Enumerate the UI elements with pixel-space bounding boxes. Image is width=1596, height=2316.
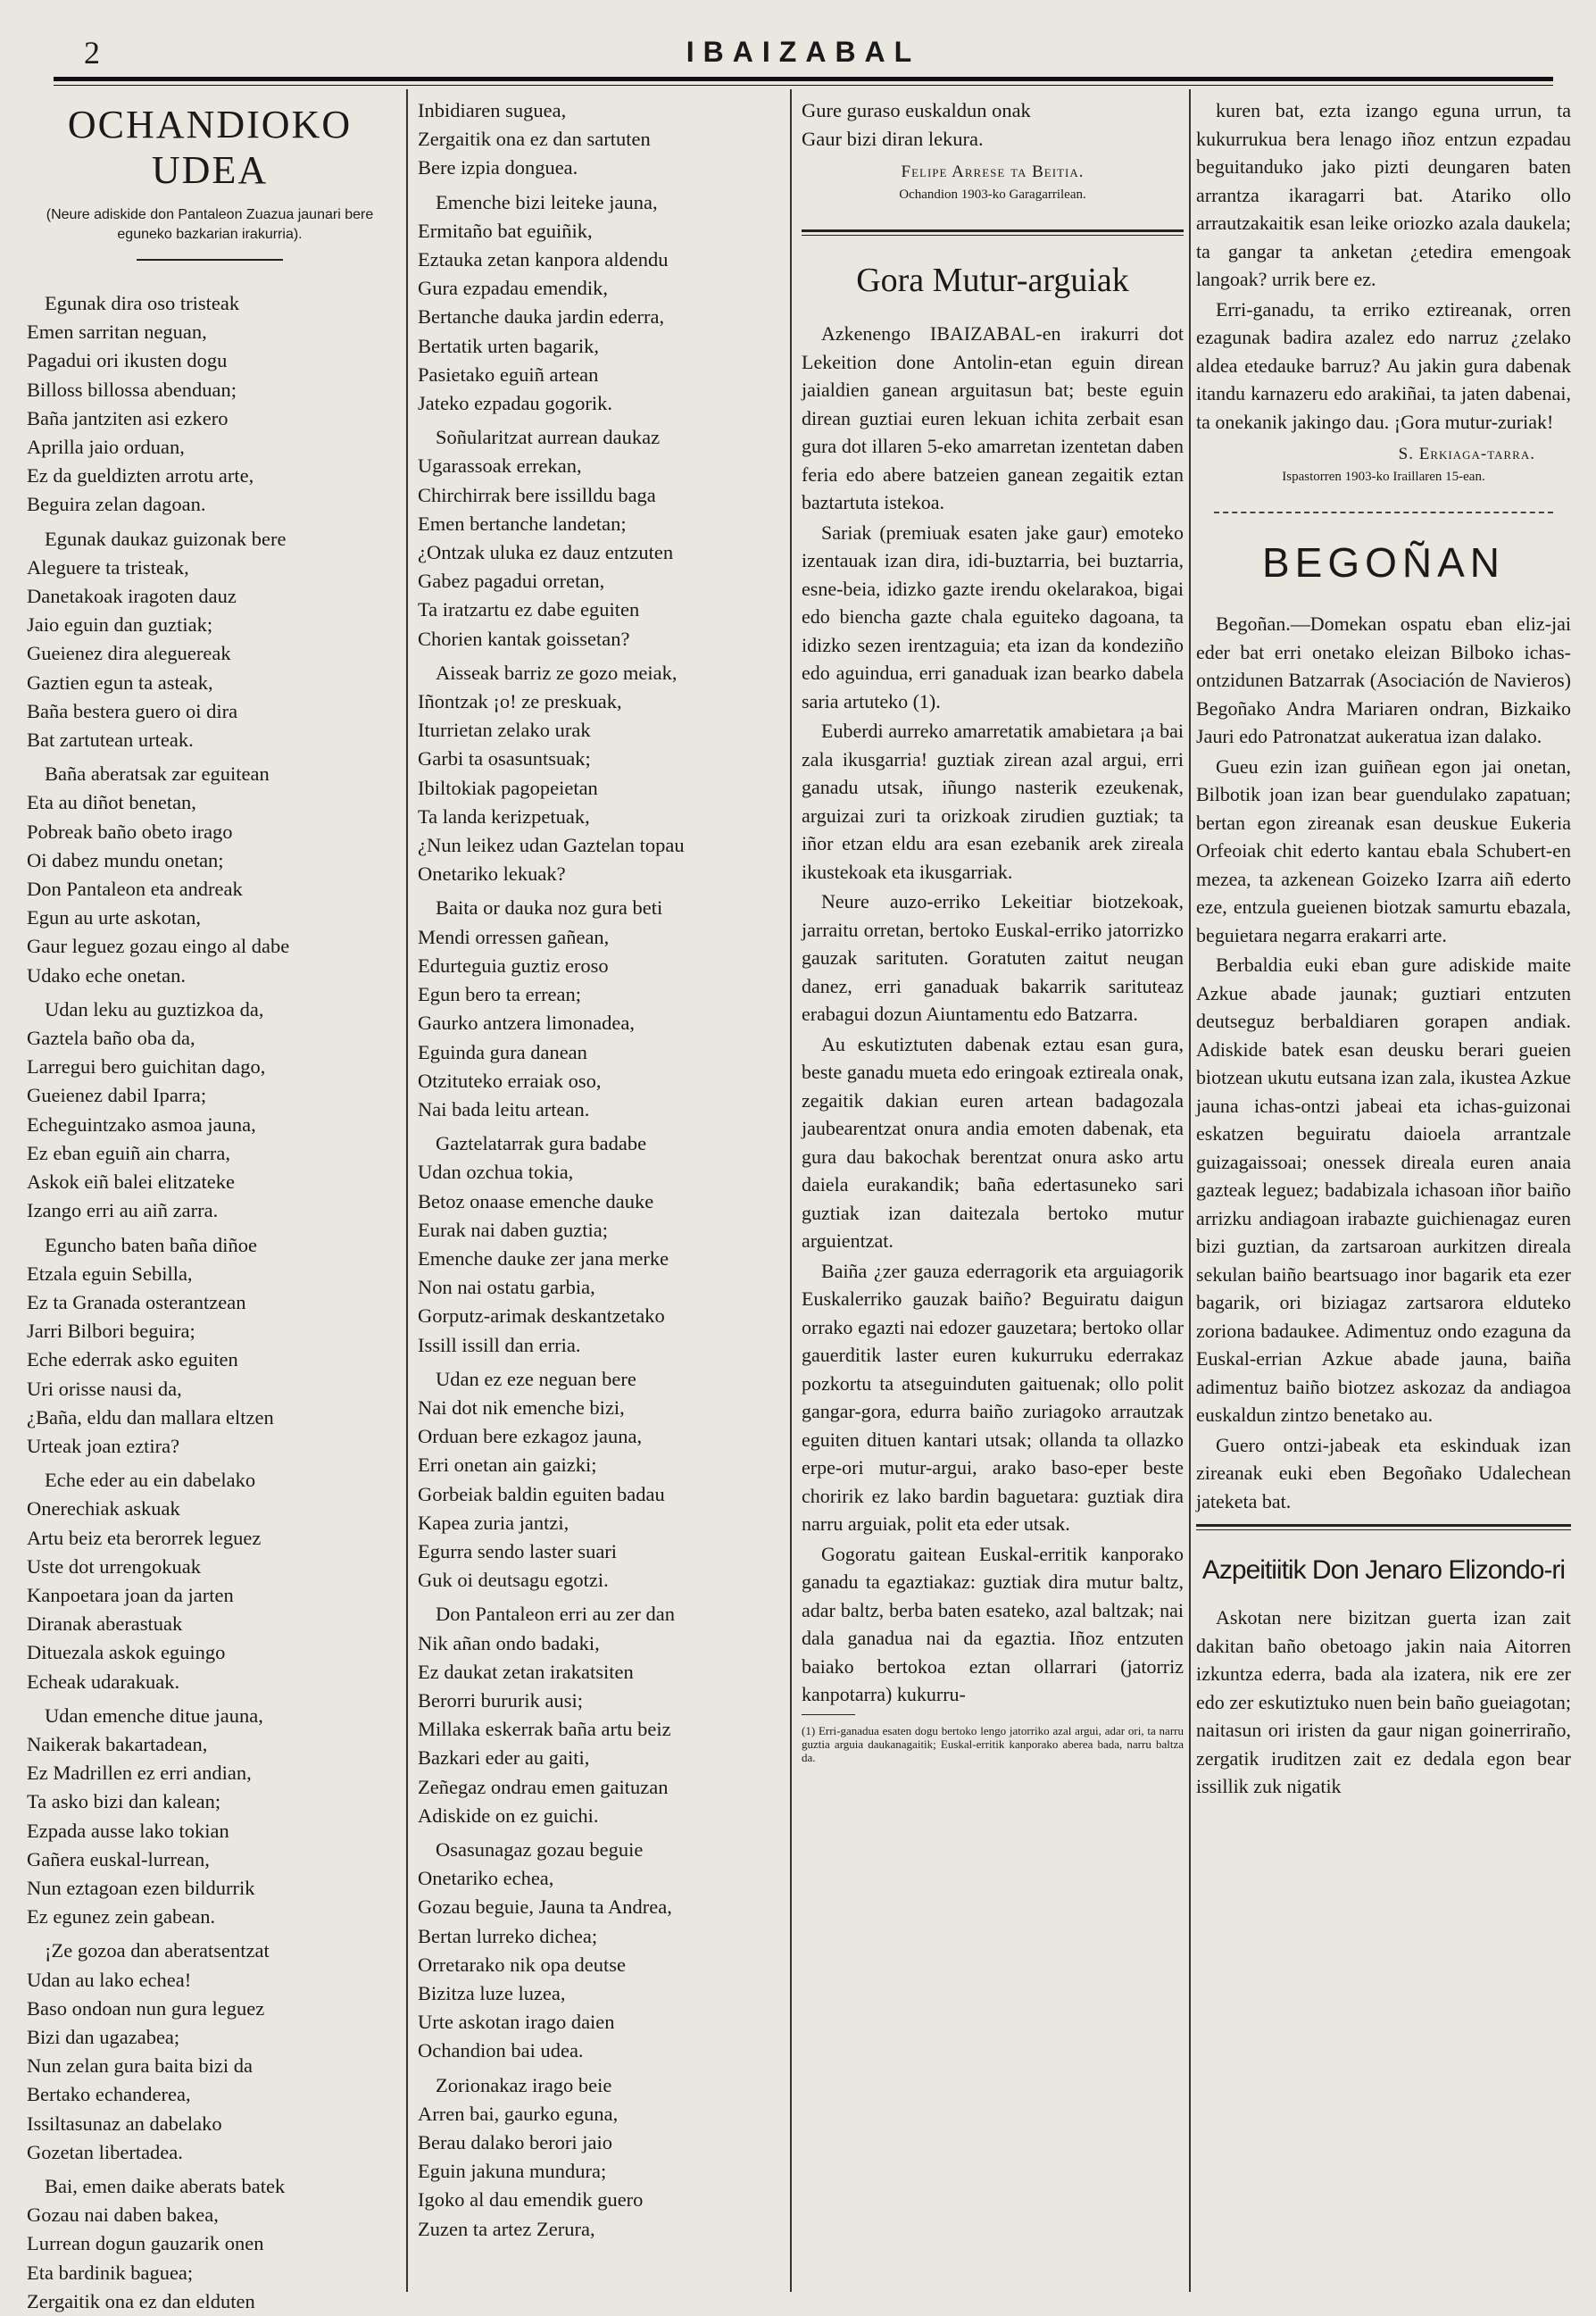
verse-line: Eta bardinik baguea; (27, 2261, 194, 2284)
paragraph: Guero ontzi-jabeak eta eskinduak izan zireanak euki eben Begoñako Udalechean jateketa bat. (1196, 1433, 1571, 1512)
article-title-begonan: BEGOÑAN (1261, 539, 1506, 586)
verse-line: Gaur bizi diran lekura. (802, 128, 984, 151)
verse-line: Onetariko lekuak? (418, 862, 566, 886)
column-2 (418, 96, 775, 2283)
poem-place-date: Ochandion 1903-ko Garagarrilean. (899, 187, 1086, 203)
paragraph: Azkenengo IBAIZABAL-en irakurri dot Lekeition done Antolin-etan eguin direan jaialdien ganean arguitasun bat; beste eguin direan guztiai euren lekuan ichita zerbait esan gura dot illaren 5-eko amarretan izentetan daben feria edo abere batzeien ganean zegaitik eztan baztartuta istekoa. (802, 322, 1184, 514)
verse-line: Berorri bururik ausi; (418, 1688, 583, 1712)
masthead: IBAIZABAL (686, 36, 921, 68)
poem-title: OCHANDIOKO UDEA (67, 103, 353, 192)
verse-line: Ochandion bai udea. (418, 2039, 584, 2062)
verse-line: Egun au urte askotan, (27, 906, 201, 929)
verse-line: Udan ozchua tokia, (418, 1161, 574, 1184)
paragraph: Euberdi aurreko amarretatik amabietara ¡a bai zala ikusgarria! guztiak zirean azal argui, erri ganadu utsak, iñungo nasterik ezeukenak, arguizai zuri ta orizkoak zirudien guztiak; ta iñor etzan eldu ara esan ezebanik arek zireala ikustekoak eta ikusgarriak. (802, 720, 1184, 883)
column-1 (27, 96, 393, 2312)
section-separator (1196, 1524, 1571, 1530)
header-rule-thin (54, 85, 1553, 86)
stanza (27, 1466, 393, 1696)
column-3 (802, 96, 1184, 2283)
verse-line: Ermitaño bat eguiñik, (418, 219, 593, 242)
verse-line: Egurra sendo laster suari (418, 1539, 618, 1562)
verse-line: Eguinda gura danean (418, 1040, 587, 1063)
verse-line: Ez da gueldizten arrotu arte, (27, 464, 254, 487)
verse-line: Dituezala askok eguingo (27, 1641, 226, 1664)
poem-verses (27, 289, 393, 2316)
verse-line: Ugarassoak errekan, (418, 454, 582, 478)
verse-line: ¿Nun leikez udan Gaztelan topau (418, 834, 685, 857)
column-divider (1189, 89, 1191, 2292)
stanza (27, 289, 393, 520)
paragraph: Askotan nere bizitzan guerta izan zait dakitan baño obetoago jakin naia Aitorren izkuntza ederra, bada ala izatera, nik ere zer edo zer eskutiztuko nuen bein baño gueiagotan; naitasun ori iristen da gaur nigan goinerriraño, zergatik iruditzen zait ez dedala egon bear issillik zuk nigatik (1196, 1606, 1571, 1797)
verse-line: Bere izpia donguea. (418, 156, 578, 179)
paragraph: Sariak (premiuak esaten jake gaur) emoteko izentauak izan dira, idi-buztarria, bei buztarria, esne-beia, idizko gazte irendu okelarakoa, bigai edo biencha gazte chala eguiteko dagoana, ta idizko sezen irentzaguia; eta izan da kondeziño edo aguindua, erri ganaduak izan bearko dabela saria artuteko (1). (802, 521, 1184, 712)
verse-line: Ta landa kerizpetuak, (418, 804, 590, 828)
verse-line: Oi dabez mundu onetan; (27, 848, 224, 871)
verse-line: Don Pantaleon eta andreak (27, 878, 243, 901)
verse-line: Baita or dauka noz gura beti (436, 896, 663, 920)
article-body (802, 320, 1184, 1709)
verse-line: Eguncho baten baña diñoe (45, 1233, 258, 1256)
stanza (802, 96, 1184, 154)
verse-line: Ibiltokiak pagopeietan (418, 776, 598, 799)
stanza (418, 96, 775, 183)
paragraph: Berbaldia euki eban gure adiskide maite Azkue abade jaunak; guztiari entzuten deutseguz berbaldiaren gorapen andiak. Adiskide batek esan deusku berari gueien biotzean ukutu eutsana izan zala, ikustea Azkue jauna ichas-ontzi jabeai eta ichas-guizonai eskatzen beguiratu daioela arrantzale guizagaissoai; onessek direala euren anaia gazteak leguez; badabizala ichasoan iñor baiño arrizku andiagoan irabazte guichienagaz euren bizi guztian, da zartsaroan aurkitzen direala sekulan baiño beartsuago inor bagarik eta ezer bagarik, ori biziagaz zartsarora elduteko zoriona badaukee. Adimentuz ondo ezaguna da Euskal-errian Azkue abade jauna, baiña adimentuz baiño biotzez askozaz da andiagoa euskaldun zintzo benetako au. (1196, 954, 1571, 1426)
verse-line: Pasietako eguiñ artean (418, 362, 599, 386)
verse-line: Gaztela baño oba da, (27, 1027, 195, 1050)
verse-line: Bertanche dauka jardin ederra, (418, 305, 665, 329)
article-body-azpeitia (1196, 1604, 1571, 1801)
article-continuation (1196, 96, 1571, 436)
stanza (418, 894, 775, 1124)
verse-line: Urte askotan irago daien (418, 2011, 615, 2034)
verse-line: Soñularitzat aurrean daukaz (436, 426, 661, 449)
column-divider (406, 89, 408, 2292)
verse-line: Orretarako nik opa deutse (418, 1953, 627, 1976)
stanza (27, 760, 393, 990)
verse-line: Emen sarritan neguan, (27, 321, 207, 344)
verse-line: Ta iratzartu ez dabe eguiten (418, 598, 640, 621)
verse-line: ¡Ze gozoa dan aberatsentzat (45, 1939, 270, 1962)
verse-line: Aisseak barriz ze gozo meiak, (436, 661, 677, 684)
verse-line: Eguin jakuna mundura; (418, 2160, 607, 2183)
verse-line: Askok eiñ balei elitzateke (27, 1170, 236, 1194)
verse-line: Gozau nai daben bakea, (27, 2204, 219, 2227)
verse-line: Nun zelan gura baita bizi da (27, 2054, 254, 2078)
poem-signature: Felipe Arrese ta Beitia. (901, 162, 1085, 182)
verse-line: Garbi ta osasuntsuak; (418, 747, 591, 771)
verse-line: Egunak daukaz guizonak bere (45, 527, 287, 550)
verse-line: Emen bertanche landetan; (418, 512, 627, 535)
article-title: Gora Mutur-arguiak (856, 262, 1129, 300)
verse-line: Gozetan libertadea. (27, 2140, 183, 2163)
verse-line: Berau dalako berori jaio (418, 2131, 613, 2154)
verse-line: Gura ezpadau emendik, (418, 277, 609, 300)
page-number: 2 (84, 35, 100, 71)
stanza (27, 2172, 393, 2316)
verse-line: Bai, emen daike aberats batek (45, 2175, 286, 2197)
verse-line: Orduan bere ezkagoz jauna, (418, 1425, 643, 1448)
verse-line: Diranak aberastuak (27, 1612, 183, 1636)
verse-line: Gaztien egun ta asteak, (27, 671, 213, 694)
verse-line: Udan emenche ditue jauna, (45, 1704, 263, 1727)
verse-line: Udan leku au guztizkoa da, (45, 997, 264, 1021)
verse-line: Bertatik urten bagarik, (418, 334, 600, 357)
verse-line: Gañera euskal-lurrean, (27, 1847, 210, 1870)
paragraph: kuren bat, ezta izango eguna urrun, ta kukurrukua bera lenago iñoz entzun ezpadau beguitanduko jako pizti deungaren baten arrantza ikaragarri bat. Atariko ollo arrautzakaitik esan leike oriozko azala daukela; ta gangar ta anketan ¿etedira emengoak langoak? urrik bere ez. (1196, 99, 1571, 290)
verse-line: Uste dot urrengokuak (27, 1554, 201, 1578)
verse-line: Ez eban eguiñ ain charra, (27, 1141, 230, 1164)
verse-line: Betoz onaase emenche dauke (418, 1189, 654, 1212)
verse-line: Udan au lako echea! (27, 1968, 192, 1991)
verse-line: Ez Madrillen ez erri andian, (27, 1762, 252, 1785)
stanza (418, 2071, 775, 2244)
verse-line: Aleguere ta tristeak, (27, 555, 189, 579)
verse-line: Egunak dira oso tristeak (45, 292, 240, 314)
verse-line: Nai dot nik emenche bizi, (418, 1395, 625, 1419)
verse-line: Ta asko bizi dan kalean; (27, 1790, 221, 1813)
article-body-begonan (1196, 610, 1571, 1515)
verse-line: Naikerak bakartadean, (27, 1732, 208, 1755)
verse-line: Larregui bero guichitan dago, (27, 1055, 266, 1079)
verse-line: Gorbeiak baldin eguiten badau (418, 1482, 665, 1505)
verse-line: Ez egunez zein gabean. (27, 1905, 216, 1929)
verse-line: ¿Ontzak uluka ez dauz entzuten (418, 541, 674, 564)
footnote-rule (802, 1714, 855, 1715)
verse-line: Millaka eskerrak baña artu beiz (418, 1718, 671, 1741)
verse-line: Kapea zuria jantzi, (418, 1511, 569, 1534)
verse-line: ¿Baña, eldu dan mallara eltzen (27, 1405, 274, 1429)
verse-line: Gaztelatarrak gura badabe (436, 1132, 647, 1155)
verse-line: Artu beiz eta berorrek leguez (27, 1526, 262, 1549)
verse-line: Chirchirrak bere issilldu baga (418, 483, 656, 506)
verse-line: Inbidiaren suguea, (418, 99, 567, 121)
verse-line: Aprilla jaio orduan, (27, 436, 185, 459)
verse-line: Don Pantaleon erri au zer dan (436, 1603, 676, 1626)
header-rule (54, 77, 1553, 81)
verse-line: Danetakoak iragoten dauz (27, 585, 237, 608)
verse-line: Baña bestera guero oi dira (27, 699, 238, 722)
verse-line: Gueienez dira aleguereak (27, 642, 231, 665)
verse-line: Bertan lurreko dichea; (418, 1924, 598, 1947)
paragraph: Erri-ganadu, ta erriko eztireanak, orren ezagunak badira azalez edo narruz ¿zelako aldea etedauke barruz? Au jakin gura dabenak itandu karnazeru edo arakiñai, ta jaten dabenai, ta onekanik jakingo dau. ¡Gora mutur-zuriak! (1196, 297, 1571, 433)
verse-line: Ez ta Granada osterantzean (27, 1290, 246, 1313)
verse-line: Eztauka zetan kanpora aldendu (418, 248, 669, 271)
verse-line: Baña jantziten asi ezkero (27, 406, 229, 429)
verse-line: Nun eztagoan ezen bildurrik (27, 1876, 255, 1899)
verse-line: Echeak udarakuak. (27, 1670, 180, 1693)
article-place-date: Ispastorren 1903-ko Iraillaren 15-ean. (1282, 470, 1485, 484)
verse-line: Bertako echanderea, (27, 2083, 191, 2106)
verse-line: Lurrean dogun gauzarik onen (27, 2232, 264, 2255)
verse-line: Zeñegaz ondrau emen gaituzan (418, 1775, 669, 1798)
verse-line: Pobreak baño obeto irago (27, 820, 233, 843)
stanza (418, 1836, 775, 2066)
stanza (27, 1702, 393, 1932)
title-rule (137, 259, 283, 261)
verse-line: Adiskide on ez guichi. (418, 1804, 599, 1827)
verse-line: Zorionakaz irago beie (436, 2073, 612, 2096)
stanza (27, 996, 393, 1226)
verse-line: Arren bai, gaurko eguna, (418, 2102, 619, 2125)
stanza (418, 1129, 775, 1360)
verse-line: Billoss billossa abenduan; (27, 378, 237, 401)
verse-line: Zergaitik ona ez dan sartuten (418, 128, 651, 151)
verse-line: Zuzen ta artez Zerura, (418, 2217, 595, 2240)
article-signature: S. Erkiaga-tarra. (1398, 445, 1535, 463)
verse-line: Bazkari eder au gaiti, (418, 1746, 590, 1770)
verse-line: Eurak nai daben guztia; (418, 1218, 609, 1241)
verse-line: Ezpada ausse lako tokian (27, 1819, 229, 1842)
verse-line: Chorien kantak goissetan? (418, 627, 630, 650)
verse-line: Eche eder au ein dabelako (45, 1469, 256, 1492)
verse-line: Gaurko antzera limonadea, (418, 1012, 636, 1035)
verse-line: Issill issill dan erria. (418, 1333, 581, 1356)
verse-line: Emenche dauke zer jana merke (418, 1246, 669, 1270)
verse-line: Udako eche onetan. (27, 963, 187, 987)
verse-line: Udan ez eze neguan bere (436, 1367, 636, 1390)
paragraph: Neure auzo-erriko Lekeitiar biotzekoak, jarraitu orretan, bertoko Euskal-erriko jatorrizko gauzak sarituten. Goratuten zaitut neugan danez, erri ganaduak bakarrik sarituteaz erabagui dozun Aiuntamentu edo Batzarra. (802, 890, 1184, 1026)
stanza (418, 1600, 775, 1830)
paragraph: Baiña ¿zer gauza ederragorik eta arguiagorik Euskalerriko gauzak baiño? Beguiratu daigun orrako egazti nai edozer gauzetara; bertoko ollar gauerditik laster euren kukurruku ederrakaz pozkortu ta atseguinduten gaituenak; ollo polit gangar-gora, edurra baiño zuriagoko arrautzak eguiten dituen kantari utsak; ollanda ta ollazko erpe-ori mutur-argui, arako baso-eper beste choririk ez lako bardin baguetara: guztiak dira narru arguiak, polit eta eder utsak. (802, 1259, 1184, 1536)
article-title-azpeitia: Azpeitiitik Don Jenaro Elizondo-ri (1201, 1555, 1566, 1585)
verse-line: Ez daukat zetan irakatsiten (418, 1660, 634, 1683)
verse-line: Jateko ezpadau gogorik. (418, 392, 613, 415)
verse-line: Onetariko echea, (418, 1867, 554, 1890)
verse-line: Baña aberatsak zar eguitean (45, 762, 270, 786)
verse-line: Edurteguia guztiz eroso (418, 954, 609, 977)
verse-line: Urteak joan eztira? (27, 1434, 180, 1457)
verse-line: Mendi orressen gañean, (418, 925, 610, 948)
verse-line: Uri orisse nausi da, (27, 1377, 182, 1400)
verse-line: Nai bada leitu artean. (418, 1097, 590, 1121)
verse-line: Pagadui ori ikusten dogu (27, 349, 228, 372)
verse-line: Echeguintzako asmoa jauna, (27, 1112, 256, 1136)
verse-line: Onerechiak askuak (27, 1497, 180, 1520)
verse-line: Beguira zelan dagoan. (27, 493, 206, 516)
stanza (418, 1365, 775, 1595)
stanza (27, 1231, 393, 1462)
verse-line: Igoko al dau emendik guero (418, 2188, 644, 2212)
verse-line: Otzituteko erraiak oso, (418, 1069, 602, 1092)
verse-line: Egun bero ta errean; (418, 983, 582, 1006)
verse-line: Eche ederrak asko eguiten (27, 1348, 238, 1371)
verse-line: Gozau beguie, Jauna ta Andrea, (418, 1895, 672, 1919)
stanza (418, 659, 775, 889)
verse-line: Baso ondoan nun gura leguez (27, 1996, 265, 2020)
verse-line: Izango erri au aiñ zarra. (27, 1199, 219, 1222)
page-header (54, 34, 1553, 70)
verse-line: Emenche bizi leiteke jauna, (436, 190, 658, 213)
verse-line: Jaio eguin dan guztiak; (27, 613, 213, 637)
poem-ending (802, 96, 1184, 154)
column-divider (790, 89, 792, 2292)
verse-line: Iñontzak ¡o! ze preskuak, (418, 690, 622, 713)
stanza (418, 188, 775, 419)
verse-line: Gabez pagadui orretan, (418, 570, 605, 593)
stanza (27, 1937, 393, 2167)
paragraph: Gueu ezin izan guiñean egon jai onetan, Bilbotik joan izan bear guendulako zapatuan; bertan egon zireanak esan deuskue Eukeria Orfeoiak chit ederto kantau ebala Schubert-en mezea, ta azkenean Goizeko Izarra aiñ ederto eze, entzula gueienen biotzak samurtu ebazala, beguietara negarra erakarri arte. (1196, 754, 1571, 946)
verse-line: Iturrietan zelako urak (418, 719, 591, 742)
section-separator (1214, 512, 1553, 513)
verse-line: Guk oi deutsagu egotzi. (418, 1569, 609, 1592)
verse-line: Bizitza luze luzea, (418, 1982, 566, 2004)
column-4 (1196, 96, 1571, 2283)
verse-line: Issiltasunaz an dabelako (27, 2112, 222, 2135)
paragraph: Gogoratu gaitean Euskal-erritik kanporako ganadu ta egaztiakaz: guztiak dira mutur baltz, adar baltz, berba baten esateko, azal baltzak; nai dala ganadua nai da egaztia. Iñoz entzuten baiako bertokoa eztan ollarrari (jatorriz kanpotarra) kukurru- (802, 1542, 1184, 1706)
verse-line: Jarri Bilbori beguira; (27, 1320, 195, 1343)
verse-line: Bat zartutean urteak. (27, 729, 194, 752)
verse-line: Gaur leguez gozau eingo al dabe (27, 935, 290, 958)
verse-line: Gure guraso euskaldun onak (802, 99, 1031, 121)
poem-dedication: (Neure adiskide don Pantaleon Zuazua jaunari bere eguneko bazkarian irakurria). (46, 207, 374, 242)
verse-line: Non nai ostatu garbia, (418, 1276, 595, 1299)
verse-line: Eta au diñot benetan, (27, 791, 196, 814)
paragraph: Au eskutiztuten dabenak eztau esan gura, beste ganadu mueta edo eringoak eztireala onak, zegaitik dakian euren artean badagozala jaubearentzat onura andia emoten dabenak, eta gura dau bakochak berentzat onura asko artu daiela eurakandik; baña edertasuneko sari guztiak izan daitezala bertoko mutur arguientzat. (802, 1032, 1184, 1253)
verse-line: Zergaitik ona ez dan elduten (27, 2289, 255, 2312)
stanza (418, 423, 775, 654)
paragraph: Begoñan.—Domekan ospatu eban eliz-jai eder bat erri onetako eleizan Bilboko ichas-ontzidunen Batzarrak (Asociación de Navieros) Begoñako Andra Mariaren ondran, Bizkaiko Jauri edo Patronatzat aukeratua izan dalako. (1196, 612, 1571, 747)
verse-line: Etzala eguin Sebilla, (27, 1262, 193, 1285)
verse-line: Kanpoetara joan da jarten (27, 1583, 234, 1606)
verse-line: Erri onetan ain gaizki; (418, 1454, 597, 1477)
verse-line: Gueienez dabil Iparra; (27, 1084, 207, 1107)
verse-line: Gorputz-arimak deskantzetako (418, 1304, 665, 1328)
section-separator (802, 229, 1184, 236)
verse-line: Bizi dan ugazabea; (27, 2025, 180, 2048)
verse-line: Osasunagaz gozau beguie (436, 1837, 644, 1861)
poem-verses-continued (418, 96, 775, 2244)
stanza (27, 525, 393, 755)
verse-line: Nik añan ondo badaki, (418, 1631, 600, 1654)
footnote: (1) Erri-ganadua esaten dogu bertoko lengo jatorriko azal argui, adar ori, ta narru guztia arguia daukanagaitik; Euskal-erritik kanporako aberea bada, narru baltza da. (802, 1723, 1184, 1764)
